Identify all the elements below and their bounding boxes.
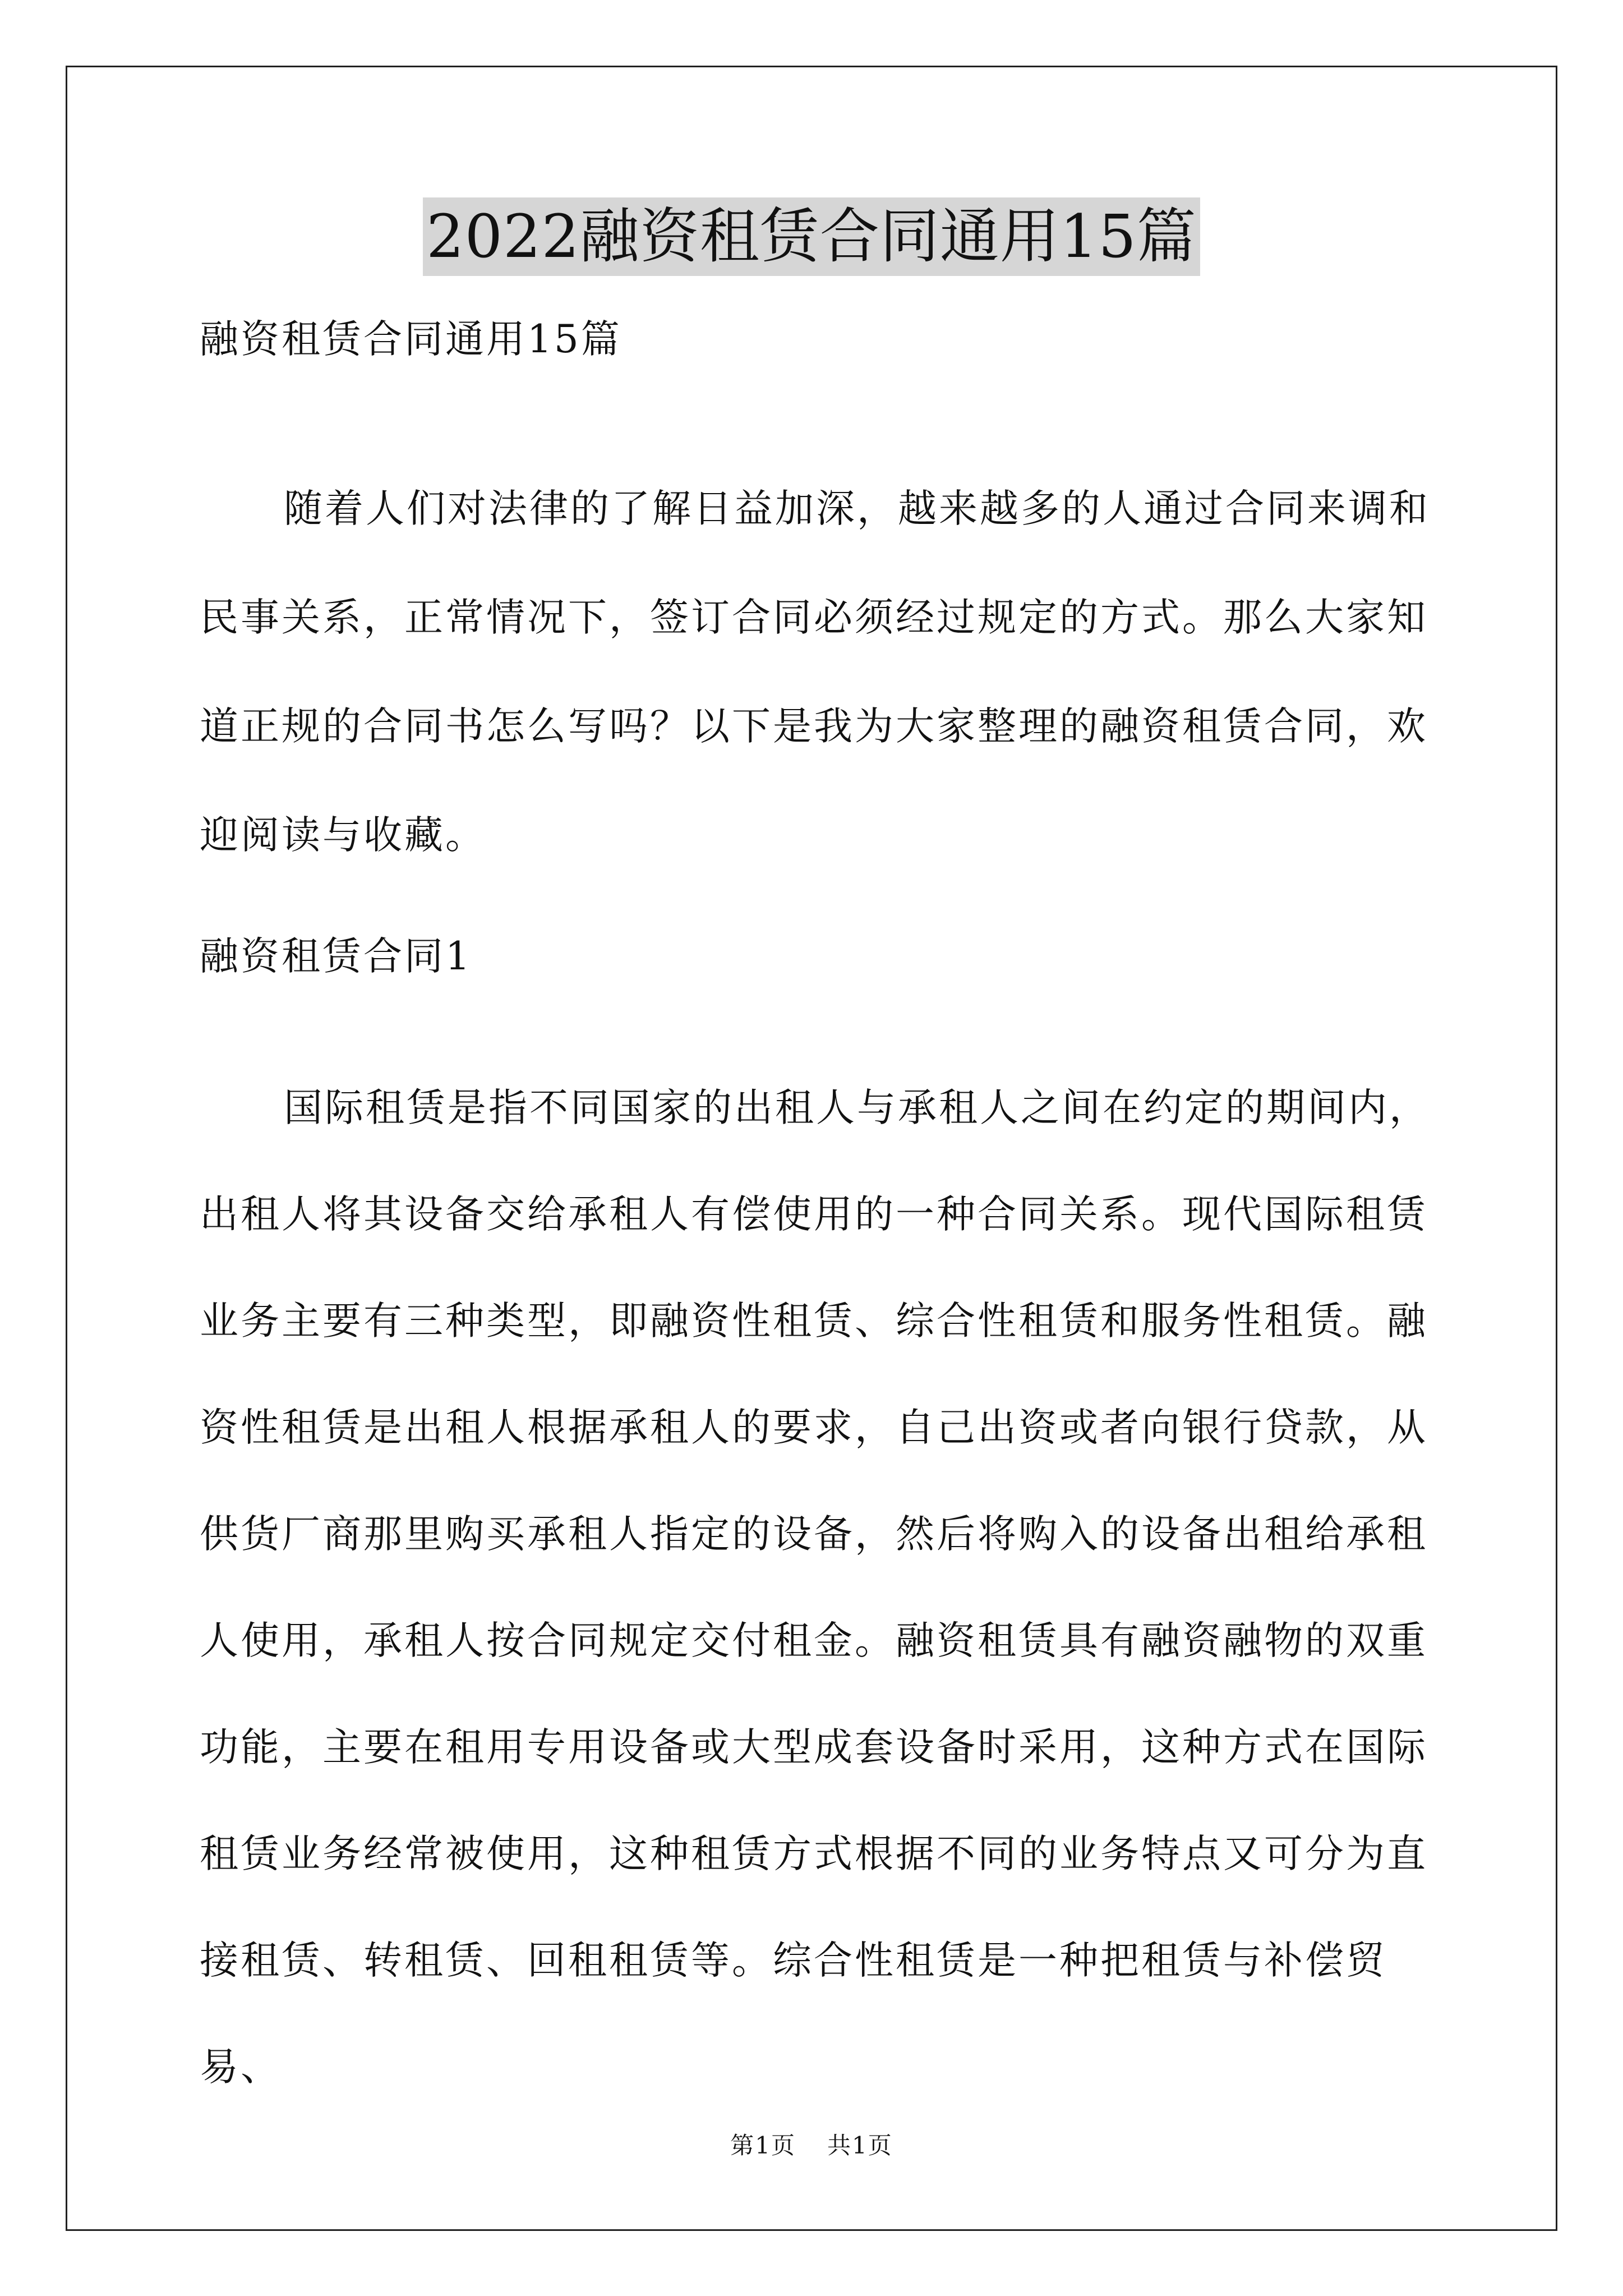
document-title: 2022融资租赁合同通用15篇 — [423, 197, 1200, 276]
page-footer — [0, 2129, 1623, 2162]
page-total: 共1页 — [827, 2132, 893, 2159]
document-subtitle: 融资租赁合同通用15篇 — [200, 317, 622, 362]
title-container — [0, 197, 1623, 276]
intro-paragraph: 随着人们对法律的了解日益加深，越来越多的人通过合同来调和民事关系，正常情况下，签订合同必须经过规定的方式。那么大家知道正规的合同书怎么写吗？以下是我为大家整理的融资租赁合同，欢迎阅读与收藏。 — [200, 486, 1430, 858]
section-paragraph: 国际租赁是指不同国家的出租人与承租人之间在约定的期间内，出租人将其设备交给承租人有偿使用的一种合同关系。现代国际租赁业务主要有三种类型，即融资性租赁、综合性租赁和服务性租赁。融资性租赁是出租人根据承租人的要求，自己出资或者向银行贷款，从供货厂商那里购买承租人指定的设备，然后将购入的设备出租给承租人使用，承租人按合同规定交付租金。融资租赁具有融资融物的双重功能，主要在租用专用设备或大型成套设备时采用，这种方式在国际租赁业务经常被使用，这种租赁方式根据不同的业务特点又可分为直接租赁、转租赁、回租租赁等。综合性租赁是一种把租赁与补偿贸易、 — [200, 1085, 1430, 2090]
page-number: 第1页 — [730, 2132, 796, 2159]
section-heading: 融资租赁合同1 — [200, 934, 472, 979]
